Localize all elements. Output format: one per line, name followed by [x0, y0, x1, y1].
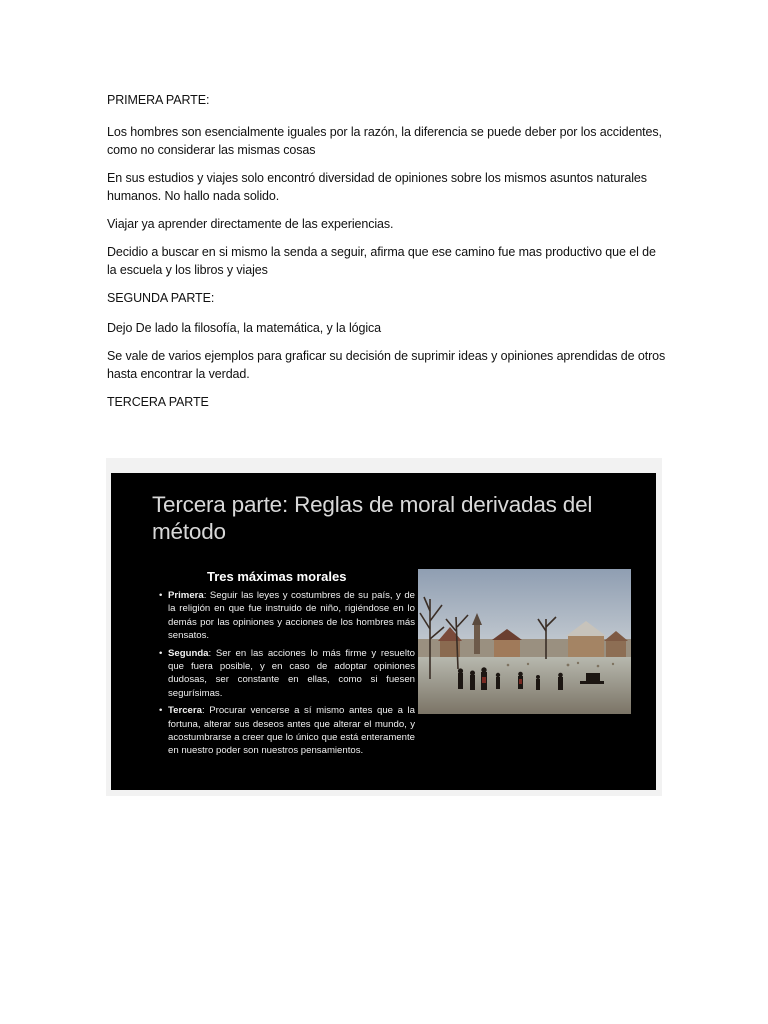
heading-segunda-parte: SEGUNDA PARTE:: [107, 291, 215, 305]
heading-primera-parte: PRIMERA PARTE:: [107, 93, 210, 107]
slide: [111, 473, 656, 790]
slide-title: Tercera parte: Reglas de moral derivadas del método: [152, 492, 593, 544]
document-body: [107, 91, 667, 423]
winter-landscape-painting: [418, 569, 631, 714]
paragraph: En sus estudios y viajes solo encontró diversidad de opiniones sobre los mismos asuntos naturales humanos. No hallo nada solido.: [107, 171, 647, 203]
list-item: [159, 589, 415, 643]
bullet-icon: •: [159, 647, 163, 659]
bullet-text: : Ser en las acciones lo más firme y resuelto que fuera posible, y en caso de adoptar opiniones dudosas, ser constante en ellas, como si fuesen segurísimas.: [168, 647, 415, 699]
bullet-icon: •: [159, 705, 163, 717]
slide-image-frame: [106, 458, 662, 796]
maxims-list: [159, 589, 415, 762]
bullet-icon: •: [159, 590, 163, 601]
heading-tercera-parte: TERCERA PARTE: [107, 395, 209, 409]
slide-subtitle: Tres máximas morales: [207, 569, 347, 584]
paragraph: Dejo De lado la filosofía, la matemática, y la lógica: [107, 321, 382, 335]
bullet-text: : Seguir las leyes y costumbres de su país, y de la religión en que fue instruido de niño, rigiéndose en lo demás por las opiniones y acciones de los hombres más sensatos.: [168, 590, 415, 642]
bullet-label: Primera: [168, 590, 204, 601]
paragraph: Se vale de varios ejemplos para graficar su decisión de suprimir ideas y opiniones aprendidas de otros hasta encontrar la verdad.: [107, 349, 666, 381]
paragraph: Los hombres son esencialmente iguales por la razón, la diferencia se puede deber por los accidentes, como no considerar las mismas cosas: [107, 125, 662, 157]
list-item: [159, 704, 415, 758]
paragraph: Viajar ya aprender directamente de las experiencias.: [107, 217, 394, 231]
bullet-label: Tercera: [168, 705, 202, 717]
list-item: [159, 647, 415, 701]
bullet-text: : Procurar vencerse a sí mismo antes que a la fortuna, alterar sus deseos antes que alterar el mundo, y acostumbrarse a creer que lo único que está enteramente en nuestro poder son nuestros pensamientos.: [168, 705, 415, 757]
paragraph: Decidio a buscar en si mismo la senda a seguir, afirma que ese camino fue mas productivo que el de la escuela y los libros y viajes: [107, 245, 656, 277]
bullet-label: Segunda: [168, 647, 209, 659]
